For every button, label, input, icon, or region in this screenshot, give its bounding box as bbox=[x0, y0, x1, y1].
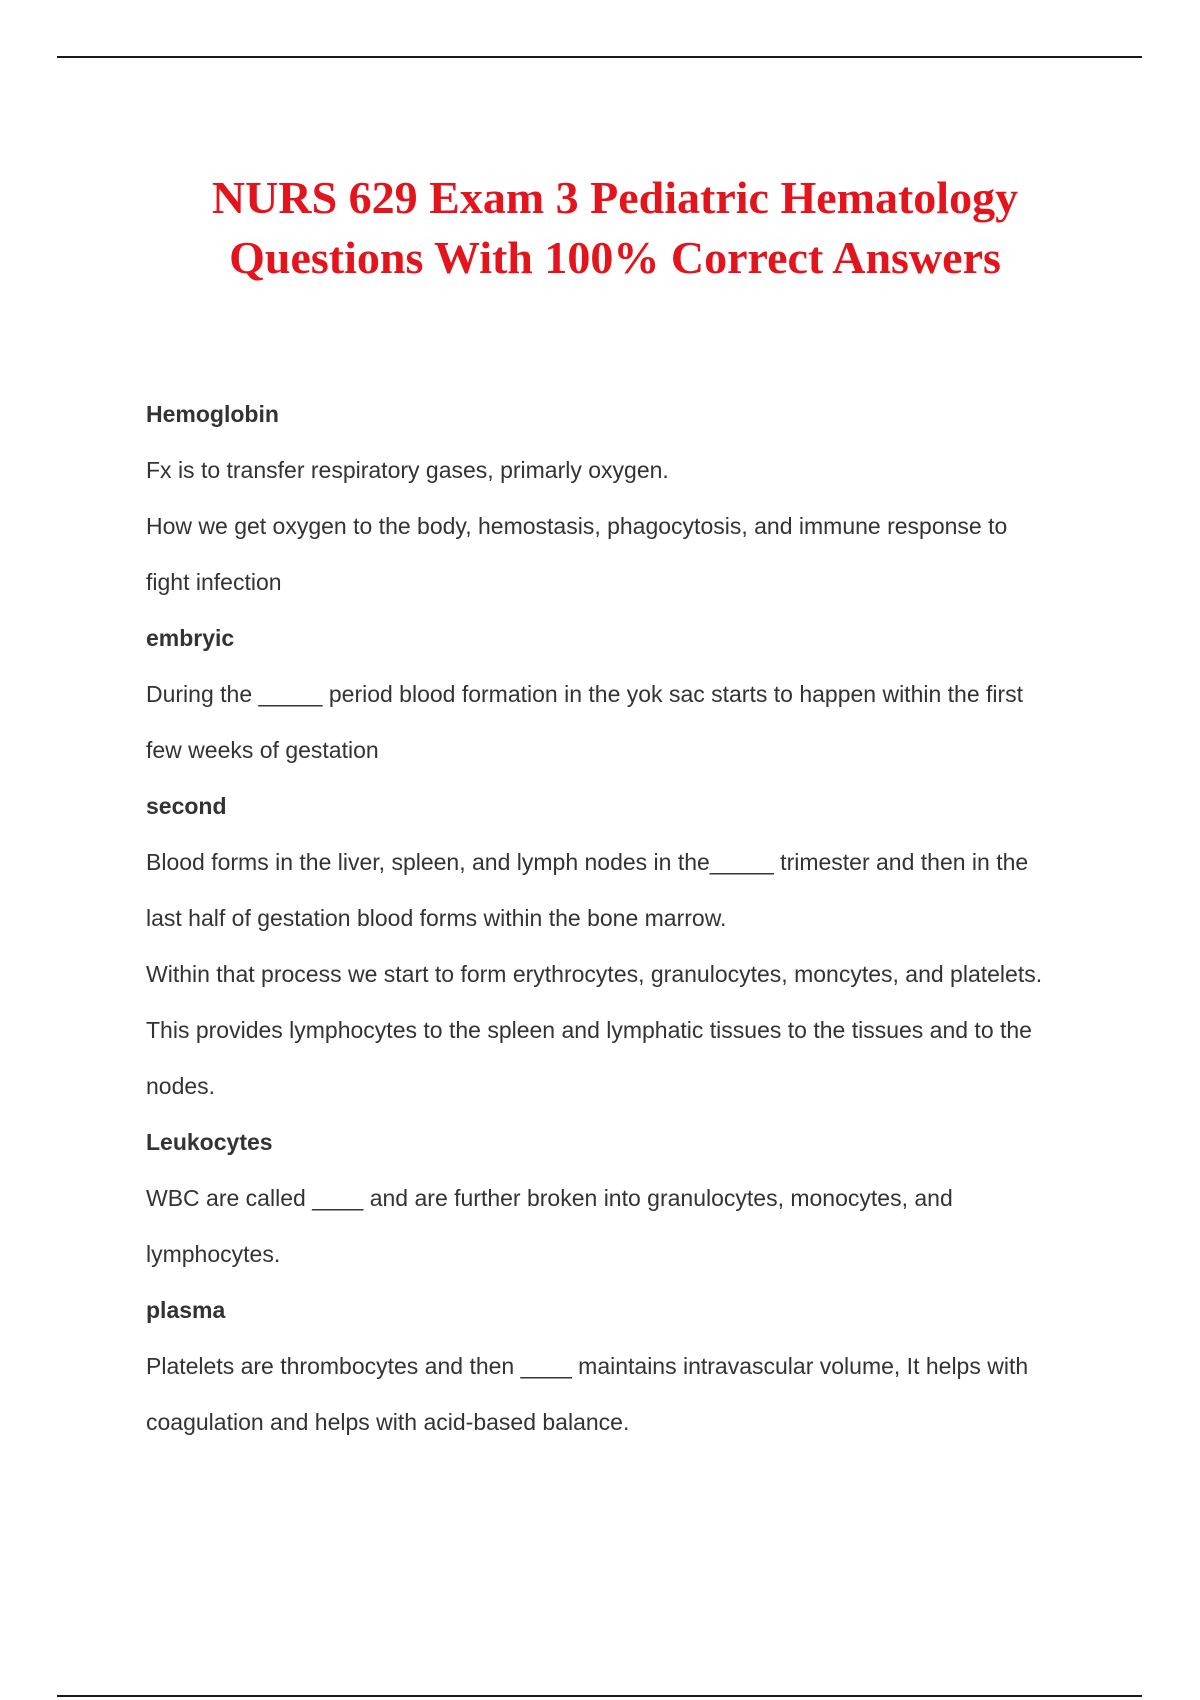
bottom-divider bbox=[57, 1695, 1142, 1697]
entry-definition-line: During the _____ period blood formation in the yok sac starts to happen within the first bbox=[146, 681, 1024, 707]
entry-term: second bbox=[146, 793, 227, 819]
title-line-2: Questions With 100% Correct Answers bbox=[229, 232, 1001, 283]
entry-second bbox=[146, 778, 1106, 1114]
document-title bbox=[100, 168, 1130, 288]
entry-plasma bbox=[146, 1282, 1106, 1450]
title-line-1: NURS 629 Exam 3 Pediatric Hematology bbox=[211, 172, 1019, 223]
entry-hemoglobin bbox=[146, 386, 1106, 610]
entry-term: Leukocytes bbox=[146, 1129, 273, 1155]
entry-definition-line: last half of gestation blood forms within the bone marrow. bbox=[146, 905, 727, 931]
entry-definition-line: WBC are called ____ and are further broken into granulocytes, monocytes, and bbox=[146, 1185, 953, 1211]
entry-term: Hemoglobin bbox=[146, 401, 279, 427]
entry-definition-line: How we get oxygen to the body, hemostasis, phagocytosis, and immune response to bbox=[146, 513, 1008, 539]
entry-definition-line: coagulation and helps with acid-based balance. bbox=[146, 1409, 630, 1435]
entry-definition-line: This provides lymphocytes to the spleen and lymphatic tissues to the tissues and to the bbox=[146, 1017, 1032, 1043]
entry-definition-line: Platelets are thrombocytes and then ____ maintains intravascular volume, It helps with bbox=[146, 1353, 1029, 1379]
entry-embryic bbox=[146, 610, 1106, 778]
entry-definition-line: few weeks of gestation bbox=[146, 737, 379, 763]
entry-definition-line: Blood forms in the liver, spleen, and lymph nodes in the_____ trimester and then in the bbox=[146, 849, 1029, 875]
flashcard-list bbox=[146, 386, 1106, 1450]
entry-definition-line: Within that process we start to form erythrocytes, granulocytes, moncytes, and platelets. bbox=[146, 961, 1043, 987]
entry-definition-line: fight infection bbox=[146, 569, 282, 595]
entry-term: plasma bbox=[146, 1297, 226, 1323]
entry-definition-line: lymphocytes. bbox=[146, 1241, 281, 1267]
entry-leukocytes bbox=[146, 1114, 1106, 1282]
top-divider bbox=[57, 56, 1142, 58]
entry-definition-line: nodes. bbox=[146, 1073, 216, 1099]
entry-definition-line: Fx is to transfer respiratory gases, primarly oxygen. bbox=[146, 457, 669, 483]
entry-term: embryic bbox=[146, 625, 235, 651]
